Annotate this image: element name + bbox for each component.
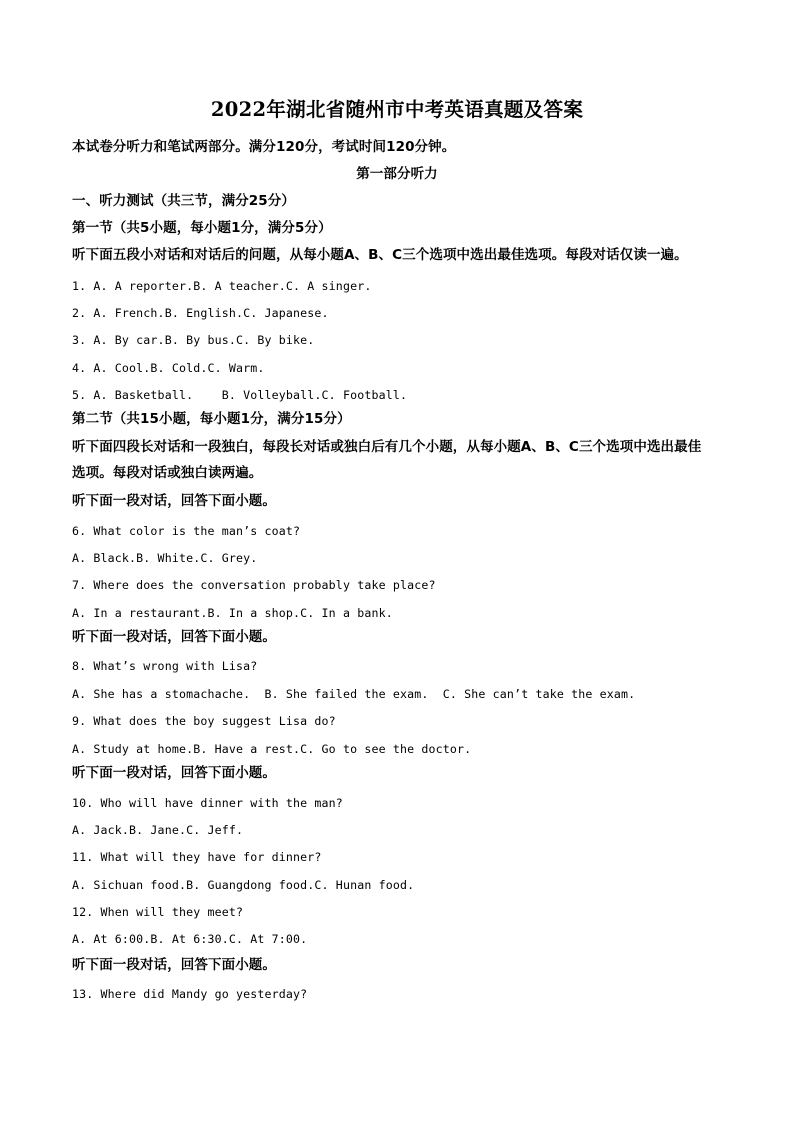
question-item: 1. A. A reporter.B. A teacher.C. A singer. xyxy=(72,279,372,293)
question-item: 3. A. By car.B. By bus.C. By bike. xyxy=(72,333,315,347)
option-line: A. In a restaurant.B. In a shop.C. In a bank. xyxy=(72,606,393,620)
subsection-two-instruction-line1: 听下面四段长对话和一段独白，每段长对话或独白后有几个小题，从每小题A、B、C三个选项中选出最佳 xyxy=(72,439,702,455)
part-heading: 第一部分听力 xyxy=(356,166,438,182)
subsection-two-heading: 第二节（共15小题，每小题1分，满分15分） xyxy=(72,411,351,427)
dialogue-prompt: 听下面一段对话，回答下面小题。 xyxy=(72,629,276,645)
option-line: A. Black.B. White.C. Grey. xyxy=(72,551,258,565)
document-title: 2022年湖北省随州市中考英语真题及答案 xyxy=(210,98,584,121)
subsection-one-instruction: 听下面五段小对话和对话后的问题，从每小题A、B、C三个选项中选出最佳选项。每段对话仅读一遍。 xyxy=(72,247,688,263)
question-line: 9. What does the boy suggest Lisa do? xyxy=(72,714,336,728)
question-item: 2. A. French.B. English.C. Japanese. xyxy=(72,306,329,320)
dialogue-prompt: 听下面一段对话，回答下面小题。 xyxy=(72,957,276,973)
option-line: A. At 6:00.B. At 6:30.C. At 7:00. xyxy=(72,932,308,946)
option-line: A. Jack.B. Jane.C. Jeff. xyxy=(72,823,244,837)
subsection-one-heading: 第一节（共5小题，每小题1分，满分5分） xyxy=(72,220,332,236)
option-line: A. Study at home.B. Have a rest.C. Go to see the doctor. xyxy=(72,742,472,756)
question-line: 13. Where did Mandy go yesterday? xyxy=(72,987,308,1001)
dialogue-prompt: 听下面一段对话，回答下面小题。 xyxy=(72,765,276,781)
option-line: A. She has a stomachache. B. She failed the exam. C. She can’t take the exam. xyxy=(72,687,636,701)
question-line: 6. What color is the man’s coat? xyxy=(72,524,301,538)
question-line: 12. When will they meet? xyxy=(72,905,244,919)
question-line: 11. What will they have for dinner? xyxy=(72,850,322,864)
option-line: A. Sichuan food.B. Guangdong food.C. Hunan food. xyxy=(72,878,415,892)
question-line: 10. Who will have dinner with the man? xyxy=(72,796,343,810)
subsection-two-instruction-line2: 选项。每段对话或独白读两遍。 xyxy=(72,465,263,481)
question-line: 7. Where does the conversation probably take place? xyxy=(72,578,436,592)
intro-text: 本试卷分听力和笔试两部分。满分120分，考试时间120分钟。 xyxy=(72,139,456,155)
dialogue-prompt: 听下面一段对话，回答下面小题。 xyxy=(72,493,276,509)
question-line: 8. What’s wrong with Lisa? xyxy=(72,659,258,673)
question-item: 5. A. Basketball. B. Volleyball.C. Football. xyxy=(72,388,408,402)
section-heading: 一、听力测试（共三节，满分25分） xyxy=(72,193,295,209)
question-item: 4. A. Cool.B. Cold.C. Warm. xyxy=(72,361,265,375)
